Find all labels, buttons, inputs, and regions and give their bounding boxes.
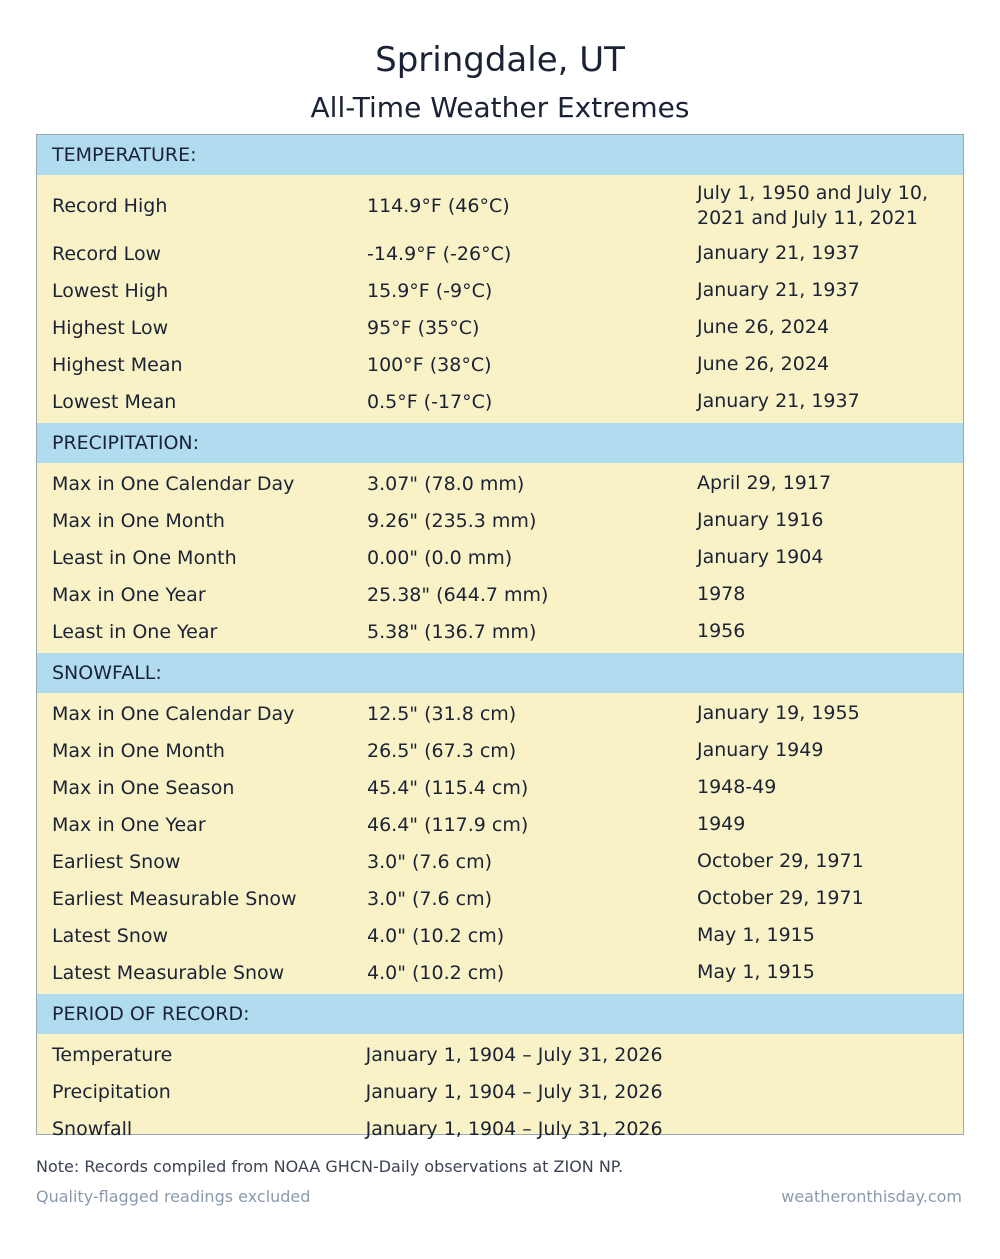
record-value: 100°F (38°C)	[367, 353, 492, 376]
table-row	[37, 1110, 963, 1147]
record-date: May 1, 1915	[697, 961, 815, 983]
record-date: January 19, 1955	[697, 702, 860, 724]
record-name: Record Low	[52, 242, 162, 265]
record-value: 25.38" (644.7 mm)	[367, 583, 549, 606]
record-value: -14.9°F (-26°C)	[367, 242, 512, 265]
page-title: Springdale, UT	[375, 40, 625, 80]
table-row	[37, 954, 963, 991]
source-credit: weatheronthisday.com	[781, 1187, 962, 1206]
record-value: 3.07" (78.0 mm)	[367, 472, 525, 495]
record-value: January 1, 1904 – July 31, 2026	[365, 1043, 663, 1066]
quality-note: Quality-flagged readings excluded	[36, 1187, 311, 1206]
table-row	[37, 539, 963, 576]
section-body-precipitation	[37, 463, 963, 653]
section-header-period-of-record: PERIOD OF RECORD:	[37, 994, 963, 1034]
table-row	[37, 177, 963, 235]
table-row	[37, 309, 963, 346]
record-name: Earliest Measurable Snow	[52, 887, 297, 910]
table-row	[37, 613, 963, 650]
record-value: 45.4" (115.4 cm)	[367, 776, 529, 799]
table-row	[37, 769, 963, 806]
table-row	[37, 235, 963, 272]
table-row	[37, 576, 963, 613]
record-name: Highest Low	[52, 316, 169, 339]
table-row	[37, 383, 963, 420]
record-date: January 1916	[697, 509, 824, 531]
record-name: Max in One Year	[52, 583, 206, 606]
record-value: 3.0" (7.6 cm)	[367, 887, 493, 910]
section-body-temperature	[37, 175, 963, 423]
section-body-period-of-record	[37, 1034, 963, 1150]
record-date: January 21, 1937	[697, 390, 860, 412]
record-name: Record High	[52, 195, 168, 217]
table-row	[37, 1073, 963, 1110]
table-row	[37, 917, 963, 954]
record-date: January 21, 1937	[697, 242, 860, 264]
record-date: October 29, 1971	[697, 850, 864, 872]
record-value: 26.5" (67.3 cm)	[367, 739, 517, 762]
record-name: Max in One Season	[52, 776, 235, 799]
section-body-snowfall	[37, 693, 963, 994]
record-name: Snowfall	[52, 1117, 133, 1140]
record-date: January 1904	[697, 546, 824, 568]
table-row	[37, 272, 963, 309]
table-row	[37, 502, 963, 539]
record-value: 46.4" (117.9 cm)	[367, 813, 529, 836]
record-name: Max in One Calendar Day	[52, 472, 295, 495]
record-value: 15.9°F (-9°C)	[367, 279, 493, 302]
record-date: 1978	[697, 583, 746, 605]
record-name: Least in One Month	[52, 546, 237, 569]
section-header-precipitation: PRECIPITATION:	[37, 423, 963, 463]
record-date: April 29, 1917	[697, 472, 832, 494]
table-row	[37, 695, 963, 732]
record-date: 1949	[697, 813, 746, 835]
record-name: Highest Mean	[52, 353, 183, 376]
section-header-temperature: TEMPERATURE:	[37, 135, 963, 175]
record-value: 9.26" (235.3 mm)	[367, 509, 537, 532]
table-row	[37, 465, 963, 502]
extremes-table	[36, 134, 964, 1140]
table-row	[37, 732, 963, 769]
record-value: 4.0" (10.2 cm)	[367, 961, 505, 984]
record-name: Max in One Year	[52, 813, 206, 836]
page-subtitle: All-Time Weather Extremes	[310, 91, 690, 124]
record-value: 12.5" (31.8 cm)	[367, 702, 517, 725]
section-header-snowfall: SNOWFALL:	[37, 653, 963, 693]
record-date: 1948-49	[697, 776, 777, 798]
record-value: 0.00" (0.0 mm)	[367, 546, 513, 569]
record-date: June 26, 2024	[697, 353, 830, 375]
table-row	[37, 880, 963, 917]
record-name: Max in One Calendar Day	[52, 702, 295, 725]
footnote: Note: Records compiled from NOAA GHCN-Daily observations at ZION NP.	[36, 1157, 624, 1176]
record-name: Least in One Year	[52, 620, 218, 643]
record-name: Lowest High	[52, 279, 169, 302]
table-row	[37, 806, 963, 843]
record-value: January 1, 1904 – July 31, 2026	[365, 1080, 663, 1103]
record-name: Temperature	[52, 1043, 173, 1066]
record-name: Max in One Month	[52, 509, 225, 532]
record-name: Latest Measurable Snow	[52, 961, 285, 984]
record-date: October 29, 1971	[697, 887, 864, 909]
record-value: 0.5°F (-17°C)	[367, 390, 493, 413]
record-date: 1956	[697, 620, 746, 642]
record-value: 95°F (35°C)	[367, 316, 480, 339]
table-row	[37, 1036, 963, 1073]
record-value: 4.0" (10.2 cm)	[367, 924, 505, 947]
record-name: Earliest Snow	[52, 850, 181, 873]
record-name: Latest Snow	[52, 924, 169, 947]
record-name: Max in One Month	[52, 739, 225, 762]
record-value: 3.0" (7.6 cm)	[367, 850, 493, 873]
record-date: July 1, 1950 and July 10, 2021 and July 11, 2021	[697, 182, 928, 229]
record-name: Lowest Mean	[52, 390, 177, 413]
table-row	[37, 843, 963, 880]
record-date: June 26, 2024	[697, 316, 830, 338]
table-row	[37, 346, 963, 383]
record-date: January 1949	[697, 739, 824, 761]
record-value: 5.38" (136.7 mm)	[367, 620, 537, 643]
record-date: January 21, 1937	[697, 279, 860, 301]
record-value: 114.9°F (46°C)	[367, 195, 510, 217]
record-date: May 1, 1915	[697, 924, 815, 946]
record-value: January 1, 1904 – July 31, 2026	[365, 1117, 663, 1140]
record-name: Precipitation	[52, 1080, 171, 1103]
